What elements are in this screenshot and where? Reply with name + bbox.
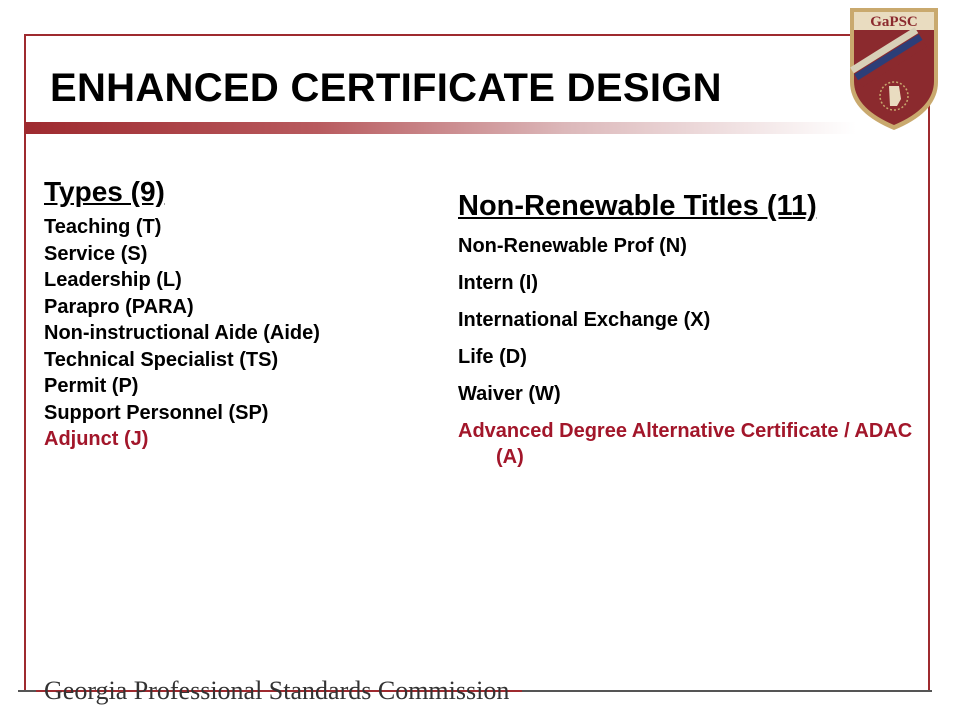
types-heading: Types (9) bbox=[44, 176, 165, 207]
footer-organization: Georgia Professional Standards Commission bbox=[44, 676, 510, 705]
list-item: Adjunct (J) bbox=[44, 428, 149, 450]
non-renewable-list bbox=[458, 233, 928, 470]
list-item: Non-Renewable Prof (N) bbox=[458, 235, 687, 257]
logo-text: GaPSC bbox=[870, 14, 918, 30]
list-item: Permit (P) bbox=[44, 375, 139, 397]
gapsc-logo bbox=[846, 4, 942, 132]
list-item: Teaching (T) bbox=[44, 216, 162, 238]
title-gradient-bar bbox=[26, 122, 856, 134]
list-item: Non-instructional Aide (Aide) bbox=[44, 322, 320, 344]
non-renewable-heading: Non-Renewable Titles (11) bbox=[458, 190, 817, 222]
list-item: Leadership (L) bbox=[44, 269, 182, 291]
slide-title: ENHANCED CERTIFICATE DESIGN bbox=[50, 66, 722, 110]
list-item: Support Personnel (SP) bbox=[44, 401, 269, 424]
non-renewable-column bbox=[458, 190, 928, 481]
types-column bbox=[44, 176, 444, 453]
list-item: Service (S) bbox=[44, 242, 148, 265]
list-item: Life (D) bbox=[458, 346, 527, 368]
types-list bbox=[44, 214, 444, 453]
list-item: Parapro (PARA) bbox=[44, 295, 194, 318]
list-item: Advanced Degree Alternative Certificate / ADAC (A) bbox=[458, 420, 913, 468]
list-item: Intern (I) bbox=[458, 272, 538, 294]
footer-rule-right bbox=[522, 690, 932, 692]
list-item: Technical Specialist (TS) bbox=[44, 348, 279, 371]
footer-rule-left bbox=[18, 690, 36, 692]
list-item: International Exchange (X) bbox=[458, 309, 711, 331]
list-item: Waiver (W) bbox=[458, 383, 561, 405]
